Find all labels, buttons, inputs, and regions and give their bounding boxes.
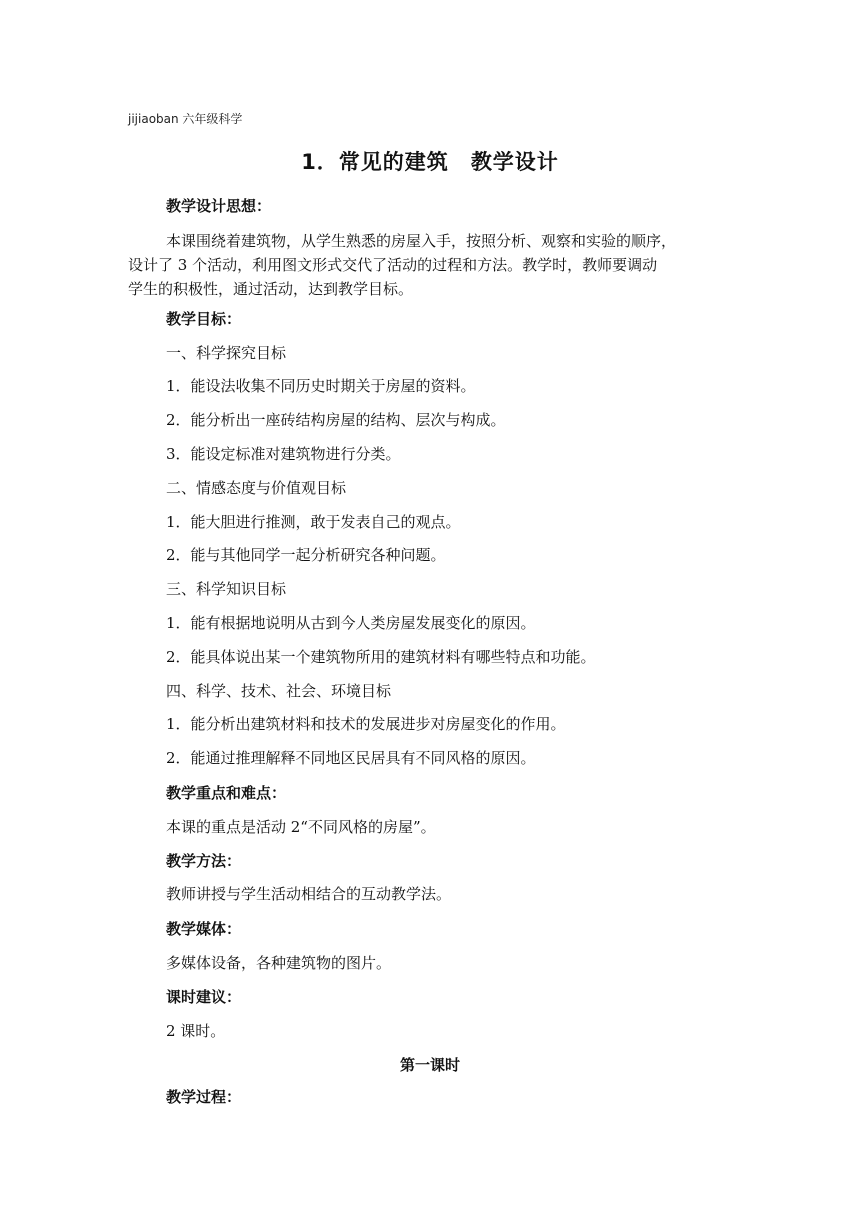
page-title [0, 146, 860, 176]
goal4-item-1: 1．能分析出建筑材料和技术的发展进步对房屋变化的作用。 [166, 715, 566, 733]
hours-heading: 课时建议： [166, 988, 242, 1006]
title-part1: 1．常见的建筑 [301, 150, 449, 174]
goal4-heading: 四、科学、技术、社会、环境目标 [166, 682, 392, 700]
goal3-heading: 三、科学知识目标 [166, 580, 287, 598]
goal3-item-2: 2．能具体说出某一个建筑物所用的建筑材料有哪些特点和功能。 [166, 648, 596, 666]
method-text: 教师讲授与学生活动相结合的互动教学法。 [166, 885, 452, 903]
goal2-item-1: 1．能大胆进行推测，敢于发表自己的观点。 [166, 513, 461, 531]
design-line-2: 设计了 3 个活动，利用图文形式交代了活动的过程和方法。教学时，教师要调动 [128, 256, 658, 274]
goal3-item-1: 1．能有根据地说明从古到今人类房屋发展变化的原因。 [166, 614, 536, 632]
title-part2: 教学设计 [470, 150, 559, 174]
page-header: jijiaoban 六年级科学 [128, 112, 243, 126]
lesson1-heading: 第一课时 [399, 1056, 460, 1074]
method-heading: 教学方法： [166, 852, 242, 870]
process-heading: 教学过程： [166, 1088, 242, 1106]
goal1-heading: 一、科学探究目标 [166, 344, 287, 362]
design-line-3: 学生的积极性，通过活动，达到教学目标。 [128, 280, 414, 298]
goal2-heading: 二、情感态度与价值观目标 [166, 479, 347, 497]
goal1-item-2: 2．能分析出一座砖结构房屋的结构、层次与构成。 [166, 411, 506, 429]
goal2-item-2: 2．能与其他同学一起分析研究各种问题。 [166, 546, 446, 564]
goal1-item-3: 3．能设定标准对建筑物进行分类。 [166, 445, 401, 463]
design-paragraph [128, 229, 732, 301]
key-text: 本课的重点是活动 2“不同风格的房屋”。 [166, 818, 436, 836]
design-line-1: 本课围绕着建筑物，从学生熟悉的房屋入手，按照分析、观察和实验的顺序， [166, 232, 677, 250]
hours-text: 2 课时。 [166, 1022, 226, 1040]
key-heading: 教学重点和难点： [166, 784, 287, 802]
goals-heading: 教学目标： [166, 310, 242, 328]
goal1-item-1: 1．能设法收集不同历史时期关于房屋的资料。 [166, 377, 476, 395]
goal4-item-2: 2．能通过推理解释不同地区民居具有不同风格的原因。 [166, 749, 536, 767]
design-heading: 教学设计思想： [166, 197, 272, 215]
media-text: 多媒体设备，各种建筑物的图片。 [166, 954, 392, 972]
media-heading: 教学媒体： [166, 920, 242, 938]
